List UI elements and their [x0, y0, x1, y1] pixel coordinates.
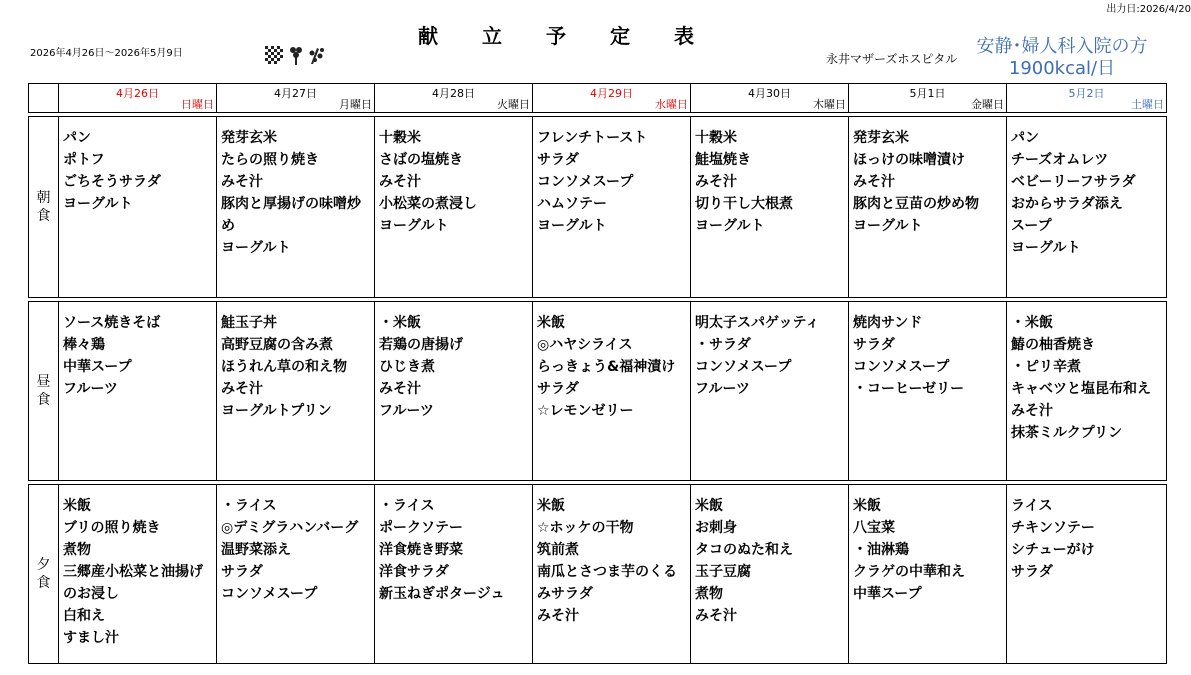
meal-label-char: 食 — [36, 392, 51, 408]
menu-cell — [217, 117, 375, 298]
menu-item: 中華スープ — [63, 359, 132, 375]
menu-item: チーズオムレツ — [1011, 152, 1109, 168]
menu-cell-items — [849, 485, 1006, 663]
menu-item: 明太子スパゲッティ — [695, 315, 820, 331]
menu-item: サラダ — [537, 152, 579, 168]
menu-item: みそ汁 — [695, 174, 737, 190]
menu-item: ・サラダ — [695, 337, 751, 353]
menu-item: ◎ハヤシライス — [537, 337, 633, 353]
menu-cell — [691, 117, 849, 298]
output-date: 出力日:2026/4/20 — [1106, 4, 1191, 15]
menu-cell-items — [691, 117, 848, 297]
menu-item: 洋食焼き野菜 — [379, 542, 463, 558]
menu-item: ブリの照り焼き — [63, 520, 161, 536]
menu-item: 米飯 — [537, 498, 565, 514]
day-date: 5月2日 — [1068, 87, 1105, 100]
menu-item: みそ汁 — [379, 174, 421, 190]
menu-cell-items — [59, 302, 216, 480]
menu-item: ヨーグルト — [63, 196, 133, 212]
menu-item: 新玉ねぎポタージュ — [379, 586, 505, 602]
menu-item: 十穀米 — [695, 130, 737, 146]
menu-item: フルーツ — [63, 381, 118, 397]
menu-item: サラダ — [1011, 564, 1053, 580]
menu-cell-items — [533, 302, 690, 480]
menu-cell-items — [375, 302, 532, 480]
menu-item: キャベツと塩昆布和え — [1011, 381, 1151, 397]
menu-item: 筑前煮 — [537, 542, 579, 558]
menu-item: ヨーグルト — [379, 218, 449, 234]
menu-item: フレンチトースト — [537, 130, 648, 146]
menu-cell — [691, 485, 849, 664]
menu-item: 高野豆腐の含み煮 — [221, 337, 333, 353]
day-header — [375, 84, 533, 113]
menu-cell — [375, 302, 533, 481]
menu-item: ヨーグルト — [537, 218, 607, 234]
menu-item: 八宝菜 — [853, 520, 895, 536]
day-date: 4月30日 — [748, 87, 791, 100]
menu-item: クラゲの中華和え — [853, 564, 965, 580]
menu-cell-items — [217, 302, 374, 480]
menu-cell — [217, 485, 375, 664]
menu-item: ハムソテー — [537, 196, 607, 212]
menu-item: ヨーグルト — [695, 218, 765, 234]
day-date: 5月1日 — [909, 87, 946, 100]
menu-item: ◎デミグラハンバーグ — [221, 520, 359, 536]
menu-item: ヨーグルト — [221, 240, 291, 256]
menu-item: フルーツ — [695, 381, 750, 397]
diet-calories: 1900kcal/日 — [1008, 58, 1116, 79]
menu-cell-items — [1007, 302, 1166, 480]
corner-cell — [29, 84, 59, 113]
menu-item: ライス — [1011, 498, 1053, 514]
menu-item: 小松菜の煮浸し — [379, 196, 477, 212]
menu-item: みそ汁 — [695, 608, 737, 624]
meal-label — [29, 485, 59, 664]
menu-item: ほうれん草の和え物 — [221, 359, 347, 375]
day-weekday: 月曜日 — [339, 98, 372, 111]
meal-label — [29, 117, 59, 298]
menu-item: タコのぬた和え — [695, 542, 793, 558]
menu-cell — [1007, 302, 1167, 481]
menu-item: ヨーグルトプリン — [221, 403, 332, 419]
menu-cell — [375, 485, 533, 664]
meal-label-char: 夕 — [36, 557, 51, 573]
menu-item: ・コーヒーゼリー — [853, 381, 965, 397]
menu-cell-items — [375, 117, 532, 297]
day-date: 4月26日 — [116, 87, 159, 100]
day-header — [691, 84, 849, 113]
menu-item: ポトフ — [63, 152, 105, 168]
menu-item: ・米飯 — [379, 315, 421, 331]
menu-item: 豚肉と厚揚げの味噌炒め — [221, 196, 361, 234]
menu-item: サラダ — [221, 564, 263, 580]
menu-item: みそ汁 — [221, 174, 263, 190]
menu-item: 鮭玉子丼 — [221, 315, 277, 331]
menu-item: 焼肉サンド — [853, 315, 923, 331]
menu-item: らっきょう&福神漬け — [537, 359, 676, 375]
meal-label-char: 食 — [36, 575, 51, 591]
menu-item: ・ピリ辛煮 — [1011, 359, 1081, 375]
menu-cell-items — [59, 485, 216, 663]
menu-item: シチューがけ — [1011, 542, 1095, 558]
menu-item: コンソメスープ — [537, 174, 634, 190]
menu-cell-items — [1007, 485, 1166, 663]
menu-item: 煮物 — [63, 542, 91, 558]
menu-cell-items — [375, 485, 532, 663]
menu-item: 十穀米 — [379, 130, 421, 146]
menu-cell — [533, 485, 691, 664]
menu-item: 三郷産小松菜と油揚げのお浸し — [63, 564, 203, 602]
menu-item: ・米飯 — [1011, 315, 1053, 331]
menu-item: ・油淋鶏 — [853, 542, 909, 558]
meal-label-char: 昼 — [36, 374, 51, 390]
menu-item: 抹茶ミルクプリン — [1011, 425, 1123, 441]
menu-cell-items — [691, 302, 848, 480]
menu-item: 若鶏の唐揚げ — [379, 337, 463, 353]
page-title: 献立予定表 — [418, 24, 738, 48]
day-weekday: 日曜日 — [181, 98, 214, 111]
menu-item: すまし汁 — [63, 630, 119, 646]
menu-cell-items — [533, 117, 690, 297]
menu-cell — [849, 302, 1007, 481]
day-weekday: 金曜日 — [971, 98, 1004, 111]
day-weekday: 火曜日 — [497, 98, 530, 111]
menu-period: 2026年4月26日～2026年5月9日 — [30, 48, 183, 59]
menu-item: ソース焼きそば — [63, 315, 161, 331]
menu-cell — [849, 485, 1007, 664]
menu-cell-items — [533, 485, 690, 663]
menu-item: 米飯 — [853, 498, 881, 514]
menu-item: コンソメスープ — [221, 586, 318, 602]
menu-item: ・ライス — [221, 498, 277, 514]
menu-item: たらの照り焼き — [221, 152, 319, 168]
menu-item: みそ汁 — [1011, 403, 1053, 419]
menu-item: コンソメスープ — [853, 359, 950, 375]
meal-row — [29, 485, 1167, 664]
menu-cell — [849, 117, 1007, 298]
menu-cell — [533, 117, 691, 298]
menu-item: パン — [63, 130, 91, 146]
meal-label — [29, 302, 59, 481]
menu-item: 鰆の柚香焼き — [1011, 337, 1095, 353]
menu-item: 切り干し大根煮 — [695, 196, 793, 212]
menu-item: ほっけの味噌漬け — [853, 152, 965, 168]
menu-item: みそ汁 — [537, 608, 579, 624]
menu-item: ポークソテー — [379, 520, 463, 536]
menu-item: ひじき煮 — [379, 359, 435, 375]
menu-cell-items — [217, 117, 374, 297]
menu-item: 発芽玄米 — [853, 130, 909, 146]
menu-table — [28, 83, 1167, 664]
menu-item: サラダ — [853, 337, 895, 353]
menu-item: ごちそうサラダ — [63, 174, 161, 190]
diet-type: 安静･婦人科入院の方 — [976, 36, 1148, 57]
menu-cell-items — [849, 117, 1006, 297]
hospital-name: 永井マザーズホスピタル — [826, 52, 958, 66]
day-weekday: 土曜日 — [1131, 98, 1164, 111]
menu-item: パン — [1011, 130, 1039, 146]
menu-item: 棒々鶏 — [63, 337, 105, 353]
menu-cell-items — [1007, 117, 1166, 297]
menu-item: ベビーリーフサラダ — [1011, 174, 1136, 190]
meal-label-char: 食 — [36, 208, 51, 224]
day-header — [849, 84, 1007, 113]
menu-item: 発芽玄米 — [221, 130, 277, 146]
menu-item: みそ汁 — [379, 381, 421, 397]
day-header — [59, 84, 217, 113]
menu-cell-items — [849, 302, 1006, 480]
menu-cell — [1007, 117, 1167, 298]
day-date: 4月29日 — [590, 87, 633, 100]
meal-row — [29, 117, 1167, 298]
menu-cell — [59, 485, 217, 664]
menu-item: ☆レモンゼリー — [537, 403, 634, 419]
menu-item: さばの塩焼き — [379, 152, 463, 168]
menu-item: 中華スープ — [853, 586, 922, 602]
menu-item: フルーツ — [379, 403, 434, 419]
menu-item: お刺身 — [695, 520, 737, 536]
menu-cell — [375, 117, 533, 298]
menu-item: みそ汁 — [221, 381, 263, 397]
menu-item: ヨーグルト — [1011, 240, 1081, 256]
menu-item: 米飯 — [537, 315, 565, 331]
menu-cell-items — [217, 485, 374, 663]
menu-item: チキンソテー — [1011, 520, 1095, 536]
day-header — [1007, 84, 1167, 113]
menu-cell — [217, 302, 375, 481]
menu-cell — [691, 302, 849, 481]
day-header — [217, 84, 375, 113]
menu-item: みそ汁 — [853, 174, 895, 190]
menu-cell — [59, 117, 217, 298]
menu-item: 豚肉と豆苗の炒め物 — [853, 196, 979, 212]
menu-item: スープ — [1011, 218, 1052, 234]
menu-item: 洋食サラダ — [379, 564, 449, 580]
day-header — [533, 84, 691, 113]
day-date: 4月28日 — [432, 87, 475, 100]
decorative-logo-icon — [265, 44, 327, 66]
menu-item: 煮物 — [695, 586, 723, 602]
meal-label-char: 朝 — [36, 190, 51, 206]
day-header-row — [29, 84, 1167, 113]
day-weekday: 木曜日 — [813, 98, 846, 111]
menu-item: 温野菜添え — [221, 542, 291, 558]
menu-item: コンソメスープ — [695, 359, 792, 375]
menu-item: ☆ホッケの干物 — [537, 520, 634, 536]
menu-item: おからサラダ添え — [1011, 196, 1123, 212]
menu-item: 南瓜とさつま芋のくるみサラダ — [537, 564, 677, 602]
menu-item: 鮭塩焼き — [695, 152, 751, 168]
menu-item: 白和え — [63, 608, 105, 624]
menu-cell-items — [691, 485, 848, 663]
day-weekday: 水曜日 — [655, 98, 688, 111]
menu-item: ・ライス — [379, 498, 435, 514]
menu-item: サラダ — [537, 381, 579, 397]
diet-info — [962, 36, 1162, 80]
menu-cell — [533, 302, 691, 481]
menu-cell — [1007, 485, 1167, 664]
menu-cell — [59, 302, 217, 481]
day-date: 4月27日 — [274, 87, 317, 100]
meal-row — [29, 302, 1167, 481]
menu-item: 玉子豆腐 — [695, 564, 751, 580]
menu-item: ヨーグルト — [853, 218, 923, 234]
menu-item: 米飯 — [63, 498, 91, 514]
menu-item: 米飯 — [695, 498, 723, 514]
menu-cell-items — [59, 117, 216, 297]
